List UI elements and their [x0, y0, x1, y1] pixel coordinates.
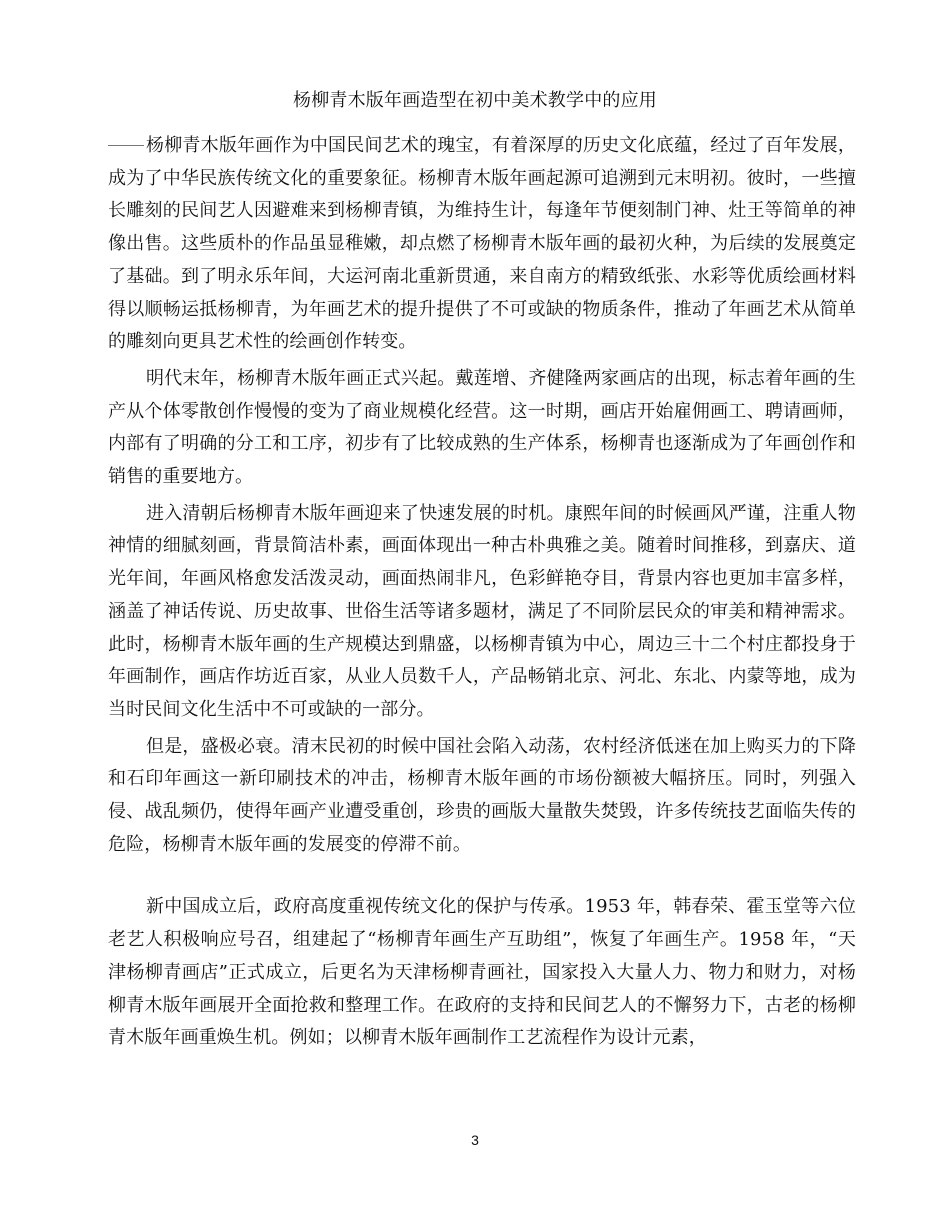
paragraph-3: 进入清朝后杨柳青木版年画迎来了快速发展的时机。康熙年间的时候画风严谨，注重人物神情的细腻刻画，背景简洁朴素，画面体现出一种古朴典雅之美。随着时间推移，到嘉庆、道光年间，年画风格愈发活泼灵动，画面热闹非凡，色彩鲜艳夺目，背景内容也更加丰富多样，涵盖了神话传说、历史故事、世俗生活等诸多题材，满足了不同阶层民众的审美和精神需求。此时，杨柳青木版年画的生产规模达到鼎盛，以杨柳青镇为中心，周边三十二个村庄都投身于年画制作，画店作坊近百家，从业人员数千人，产品畅销北京、河北、东北、内蒙等地，成为当时民间文化生活中不可或缺的一部分。: [108, 502, 856, 720]
paragraph-indent-rule: [108, 145, 144, 146]
paragraph-4: 但是，盛极必衰。清末民初的时候中国社会陷入动荡，农村经济低迷在加上购买力的下降和石印年画这一新印刷技术的冲击，杨柳青木版年画的市场份额被大幅挤压。同时，列强入侵、战乱频仍，使得年画产业遭受重创，珍贵的画版大量散失焚毁，许多传统技艺面临失传的危险，杨柳青木版年画的发展变的停滞不前。: [108, 735, 856, 855]
page-number: 3: [471, 1132, 479, 1148]
paragraph-1: 杨柳青木版年画作为中国民间艺术的瑰宝，有着深厚的历史文化底蕴，经过了百年发展，成为了中华民族传统文化的重要象征。杨柳青木版年画起源可追溯到元末明初。彼时，一些擅长雕刻的民间艺人因避难来到杨柳青镇，为维持生计，每逢年节便刻制门神、灶王等简单的神像出售。这些质朴的作品虽显稚嫩，却点燃了杨柳青木版年画的最初火种，为后续的发展奠定了基础。到了明永乐年间，大运河南北重新贯通，来自南方的精致纸张、水彩等优质绘画材料得以顺畅运抵杨柳青，为年画艺术的提升提供了不可或缺的物质条件，推动了年画艺术从简单的雕刻向更具艺术性的绘画创作转变。: [108, 135, 856, 353]
paragraph-gap: [108, 861, 856, 891]
paragraph-2: 明代末年，杨柳青木版年画正式兴起。戴莲增、齐健隆两家画店的出现，标志着年画的生产从个体零散创作慢慢的变为了商业规模化经营。这一时期，画店开始雇佣画工、聘请画师，内部有了明确的分工和工序，初步有了比较成熟的生产体系，杨柳青也逐渐成为了年画创作和销售的重要地方。: [108, 367, 856, 488]
document-body: [108, 130, 856, 1055]
paragraph-5: 新中国成立后，政府高度重视传统文化的保护与传承。1953 年，韩春荣、霍玉堂等六位老艺人积极响应号召，组建起了“杨柳青年画生产互助组”，恢复了年画生产。1958 年，“天津杨柳青画店”正式成立，后更名为天津杨柳青画社，国家投入大量人力、物力和财力，对杨柳青木版年画展开全面抢救和整理工作。在政府的支持和民间艺人的不懈努力下，古老的杨柳青木版年画重焕生机。例如；以柳青木版年画制作工艺流程作为设计元素，: [108, 896, 856, 1049]
document-title: 杨柳青木版年画造型在初中美术教学中的应用: [293, 90, 657, 111]
